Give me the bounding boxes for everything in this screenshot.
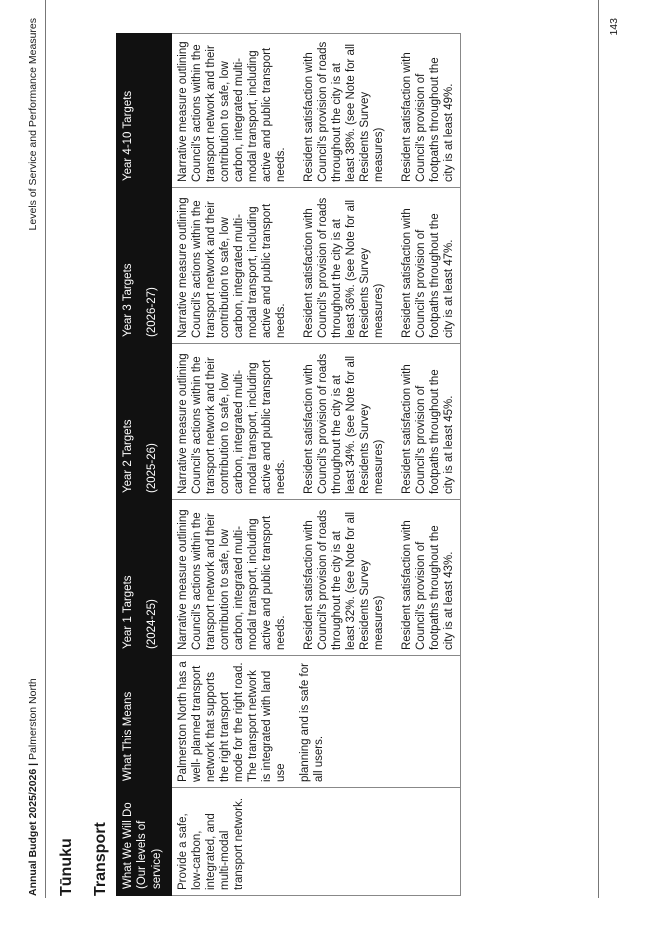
cell-what-this-means xyxy=(172,656,461,788)
page-subtitle: Transport xyxy=(92,822,109,896)
col-header-year2 xyxy=(117,344,172,500)
section-header: Levels of Service and Performance Measures xyxy=(27,18,39,231)
col-header-label: What We Will Do (Our levels of service) xyxy=(122,802,163,889)
cell-year4-10 xyxy=(172,34,461,188)
cell-year2 xyxy=(172,344,461,500)
col-header-year4-10 xyxy=(117,34,172,188)
cell-year3 xyxy=(172,188,461,344)
year2-roads: Resident satisfaction with Council's provision of roads throughout the city is at least 34%. (see Note for all Residents Survey measures) xyxy=(303,353,386,494)
col-header-sub: (2024-25) xyxy=(146,599,159,649)
col-header-sub: (2026-27) xyxy=(146,287,159,337)
year2-narrative: Narrative measure outlining Council's actions within the transport network and their contribution to safe, low carbon, integrated multi-modal transport, including active and public transport needs. xyxy=(177,353,288,494)
meaning-text-2: planning and is safe for all users. xyxy=(299,663,326,782)
col-header-label: Year 3 Targets xyxy=(122,263,134,337)
col-header-label: Year 4-10 Targets xyxy=(122,90,134,181)
year2-footpaths: Resident satisfaction with Council's provision of footpaths throughout the city is at least 45%. xyxy=(401,364,456,494)
table-header-row xyxy=(117,34,172,896)
year3-roads: Resident satisfaction with Council's provision of roads throughout the city is at least 36%. (see Note for all Residents Survey measures) xyxy=(303,197,386,338)
table-row xyxy=(172,34,461,896)
bottom-divider xyxy=(598,0,599,898)
year1-narrative: Narrative measure outlining Council's actions within the transport network and their contribution to safe, low carbon, integrated multi-modal transport, including active and public transport needs. xyxy=(177,509,288,650)
col-header-sub: (2025-26) xyxy=(146,443,159,493)
year1-footpaths: Resident satisfaction with Council's provision of footpaths throughout the city is at least 43%. xyxy=(401,520,456,650)
doc-title: Annual Budget 2025/2026 xyxy=(27,768,39,896)
header-separator: | xyxy=(27,762,39,766)
service-text: Provide a safe, low-carbon, integrated, and multi-modal transport network. xyxy=(177,797,246,890)
year1-roads: Resident satisfaction with Council's provision of roads throughout the city is at least 32%. (see Note for all Residents Survey measures) xyxy=(303,509,386,650)
year3-footpaths: Resident satisfaction with Council's provision of footpaths throughout the city is at least 47%. xyxy=(401,208,456,338)
org-name: Palmerston North xyxy=(27,678,39,760)
col-header-label: Year 1 Targets xyxy=(122,575,134,649)
meaning-text-1: Palmerston North has a well- planned transport network that supports the right transport mode for the right road. The transport network is integrated with land use xyxy=(177,661,288,782)
page-number: 143 xyxy=(608,18,620,36)
col-header-label: Year 2 Targets xyxy=(122,419,134,493)
cell-what-we-will-do xyxy=(172,788,461,896)
col-header-year1 xyxy=(117,500,172,656)
page-title: Tūnuku xyxy=(58,838,75,896)
doc-header xyxy=(27,678,39,896)
year3-narrative: Narrative measure outlining Council's actions within the transport network and their contribution to safe, low carbon, integrated multi-modal transport, including active and public transport needs. xyxy=(177,197,288,338)
targets-table xyxy=(116,33,461,896)
col-header-what-we-will-do xyxy=(117,788,172,896)
col-header-year3 xyxy=(117,188,172,344)
top-divider xyxy=(45,0,46,898)
year4-10-footpaths: Resident satisfaction with Council's provision of footpaths throughout the city is at least 49%. xyxy=(401,52,456,182)
col-header-what-this-means xyxy=(117,656,172,788)
year4-10-roads: Resident satisfaction with Council's provision of roads throughout the city is at least 38%. (see Note for all Residents Survey measures) xyxy=(303,41,386,182)
col-header-label: What This Means xyxy=(122,691,134,781)
cell-year1 xyxy=(172,500,461,656)
year4-10-narrative: Narrative measure outlining Council's actions within the transport network and their contribution to safe, low carbon, integrated multi-modal transport, including active and public transport needs. xyxy=(177,41,288,182)
